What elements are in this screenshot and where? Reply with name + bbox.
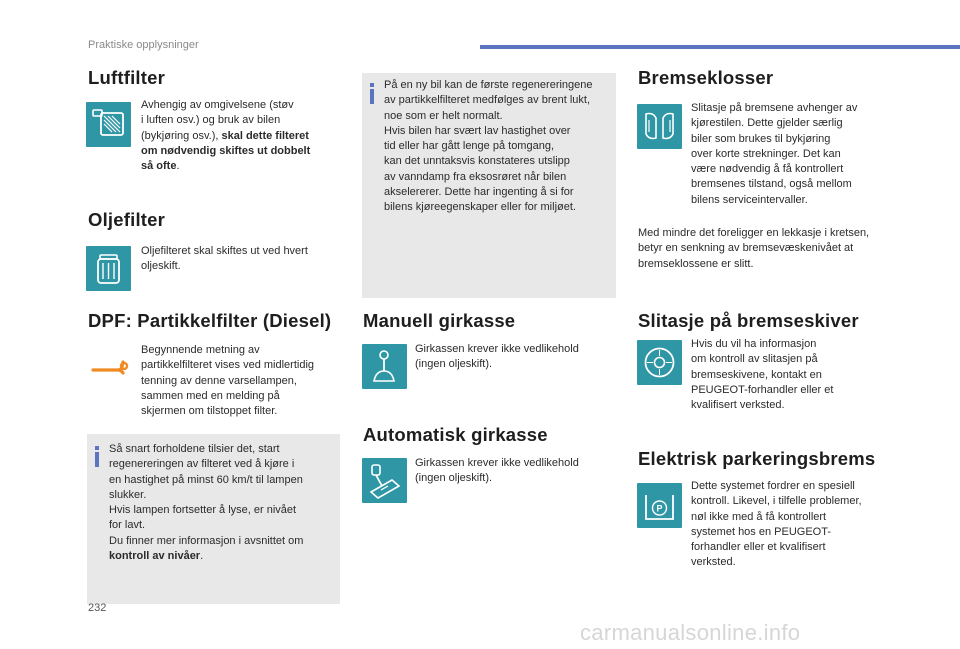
heading-bremseskiver: Slitasje på bremseskiver <box>638 310 859 331</box>
automatisk-text: Girkassen krever ikke vedlikehold (ingen oljeskift). <box>415 457 579 485</box>
parking-brake-icon <box>637 483 682 528</box>
heading-oljefilter: Oljefilter <box>88 209 166 230</box>
heading-parkeringsbrems: Elektrisk parkeringsbrems <box>638 448 876 469</box>
bremseklosser-extra-text: Med mindre det foreligger en lekkasje i kretsen, betyr en senkning av bremsevæskenivået at bremseklossene er slitt. <box>638 227 870 270</box>
parkeringsbrems-text: Dette systemet fordrer en spesiell kontroll. Likevel, i tilfelle problemer, nøl ikke med å få kontrollert systemet hos en PEUGEOT- forhandler eller et kvalifisert verksted. <box>691 480 862 569</box>
automatic-gearbox-icon <box>362 458 407 503</box>
oil-filter-icon <box>86 246 131 291</box>
regen-note-text: På en ny bil kan de første regenereringene av partikkelfilteret medfølges av brent lukt, noe som er helt normalt. Hvis bilen har svært lav hastighet over tid eller har gått lenge på tomgang, kan det unntaksvis konstateres utslipp av vanndamp fra eksosrøret når bilen akselererer. Dette har ingenting å si for bilens kjøreegenskaper eller for miljøet. <box>384 79 593 214</box>
bremseklosser-text: Slitasje på bremsene avhenger av kjørestilen. Dette gjelder særlig biler som brukes til bykjøring over korte strekninger. Det kan være nødvendig å få kontrollert bremsenes tilstand, også mellom bilens serviceintervaller. <box>691 102 858 206</box>
air-filter-icon <box>86 102 131 147</box>
watermark: carmanualsonline.info <box>580 620 801 645</box>
heading-manuell-girkasse: Manuell girkasse <box>363 310 516 331</box>
oljefilter-text: Oljefilteret skal skiftes ut ved hvert oljeskift. <box>141 245 308 273</box>
header-accent-bar <box>480 45 960 49</box>
heading-bremseklosser: Bremseklosser <box>638 67 774 88</box>
heading-automatisk-girkasse: Automatisk girkasse <box>363 424 548 445</box>
bremseskiver-text: Hvis du vil ha informasjon om kontroll av slitasjen på bremseskivene, kontakt en PEUGEOT-forhandler eller et kvalifisert verksted. <box>691 338 834 412</box>
dpf-warning-icon <box>90 356 130 376</box>
info-marker-icon <box>370 89 374 104</box>
brake-pads-icon <box>637 104 682 149</box>
heading-dpf: DPF: Partikkelfilter (Diesel) <box>88 310 332 331</box>
dpf-text: Begynnende metning av partikkelfilteret vises ved midlertidig tenning av denne varsellampen, sammen med en melding på skjermen om tilstoppet filter. <box>141 344 315 418</box>
regen-note-box <box>362 73 616 298</box>
luftfilter-text: Avhengig av omgivelsene (støv i luften osv.) og bruk av bilen (bykjøring osv.), skal dette filteret om nødvendig skiftes ut dobbelt så ofte. <box>141 99 311 173</box>
manuell-text: Girkassen krever ikke vedlikehold (ingen oljeskift). <box>415 343 579 371</box>
section-header: Praktiske opplysninger <box>88 39 199 51</box>
manual-gearbox-icon <box>362 344 407 389</box>
info-marker-icon <box>95 452 99 467</box>
svg-text:P: P <box>656 503 663 514</box>
dpf-note-box <box>87 434 340 604</box>
brake-disc-icon <box>637 340 682 385</box>
heading-luftfilter: Luftfilter <box>88 67 166 88</box>
dpf-note-text: Så snart forholdene tilsier det, start regenereringen av filteret ved å kjøre i en hastighet på minst 60 km/t til lampen slukker. Hvis lampen fortsetter å lyse, er nivået for lavt. Du finner mer informasjon i avsnittet om kontroll av nivåer. <box>109 443 304 563</box>
page-number: 232 <box>88 602 107 614</box>
